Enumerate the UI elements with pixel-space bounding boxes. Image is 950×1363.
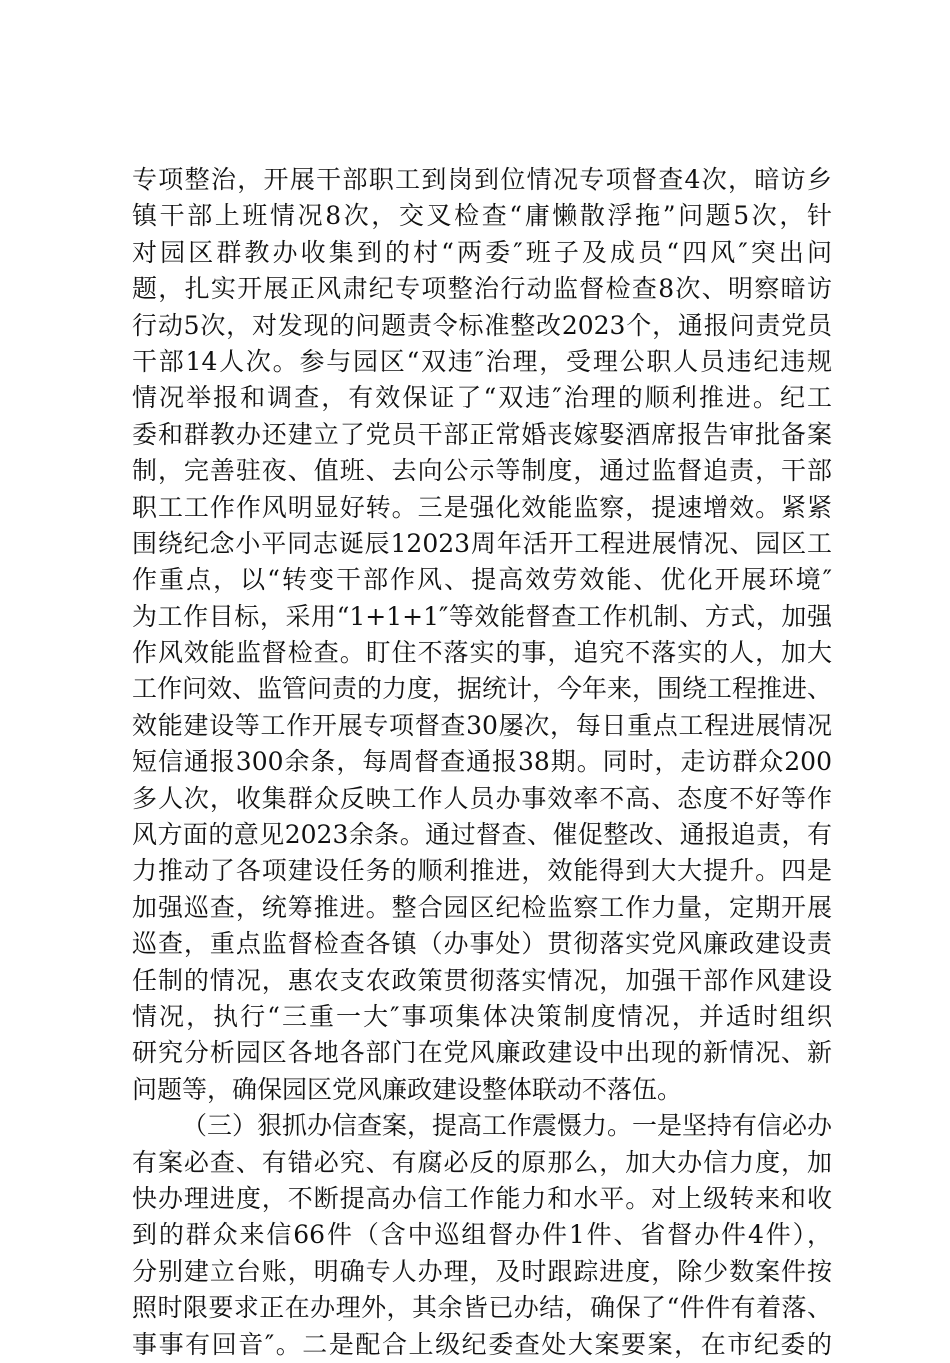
text-line: 职工工作作风明显好转。三是强化效能监察，提速增效。紧紧 [132, 492, 832, 522]
text-line: 力推动了各项建设任务的顺利推进，效能得到大大提升。四是 [132, 856, 832, 886]
body-text [132, 162, 832, 1363]
text-line: 风方面的意见2023余条。通过督查、催促整改、通报追责，有 [132, 820, 832, 850]
text-line: （三）狠抓办信查案，提高工作震慑力。一是坚持有信必办 [182, 1111, 833, 1141]
text-line: 对园区群教办收集到的村“两委″班子及成员“四风″突出问 [132, 237, 832, 267]
text-line: 情况举报和调查，有效保证了“双违″治理的顺利推进。纪工 [132, 383, 832, 413]
text-line: 到的群众来信66件（含中巡组督办件1件、省督办件4件）， [132, 1220, 832, 1250]
text-line: 作重点，以“转变干部作风、提高效劳效能、优化开展环境″ [132, 565, 832, 595]
text-line: 工作问效、监管问责的力度，据统计，今年来，围绕工程推进、 [132, 674, 833, 704]
text-line: 照时限要求正在办理外，其余皆已办结，确保了“件件有着落、 [132, 1293, 832, 1323]
text-line: 短信通报300余条，每周督查通报38期。同时，走访群众200 [132, 747, 832, 777]
text-line: 围绕纪念小平同志诞辰12023周年活开工程进展情况、园区工 [132, 528, 832, 558]
text-line: 作风效能监督检查。盯住不落实的事，追究不落实的人，加大 [132, 638, 832, 668]
text-line: 专项整治，开展干部职工到岗到位情况专项督查4次，暗访乡 [132, 165, 832, 194]
text-line: 多人次，收集群众反映工作人员办事效率不高、态度不好等作 [132, 783, 832, 813]
text-line: 镇干部上班情况8次，交叉检查“庸懒散浮拖”问题5次，针 [132, 201, 832, 231]
text-line: 研究分析园区各地各部门在党风廉政建设中出现的新情况、新 [132, 1038, 832, 1068]
text-line: 行动5次，对发现的问题责令标准整改2023个，通报问责党员 [132, 310, 832, 340]
text-line: 问题等，确保园区党风廉政建设整体联动不落伍。 [132, 1074, 683, 1104]
text-line: 效能建设等工作开展专项督查30屡次，每日重点工程进展情况 [132, 710, 832, 740]
text-line: 巡查，重点监督检查各镇（办事处）贯彻落实党风廉政建设责 [132, 929, 832, 959]
text-line: 有案必查、有错必究、有腐必反的原那么，加大办信力度，加 [132, 1147, 832, 1177]
text-line: 加强巡查，统筹推进。整合园区纪检监察工作力量，定期开展 [132, 892, 832, 922]
text-line: 制，完善驻夜、值班、去向公示等制度，通过监督追责，干部 [132, 456, 832, 486]
text-line: 委和群教办还建立了党员干部正常婚丧嫁娶酒席报告审批备案 [132, 419, 832, 449]
text-line: 题，扎实开展正风肃纪专项整治行动监督检查8次、明察暗访 [132, 274, 832, 304]
text-line: 快办理进度，不断提高办信工作能力和水平。对上级转来和收 [132, 1183, 832, 1213]
text-line: 干部14人次。参与园区“双违″治理，受理公职人员违纪违规 [132, 346, 832, 376]
text-line: 情况，执行“三重一大″事项集体决策制度情况，并适时组织 [132, 1001, 832, 1031]
text-line: 分别建立台账，明确专人办理，及时跟踪进度，除少数案件按 [132, 1256, 832, 1286]
text-line: 为工作目标，采用“1+1+1″等效能督查工作机制、方式，加强 [132, 601, 832, 631]
text-line: 事事有回音″。二是配合上级纪委查处大案要案，在市纪委的 [132, 1329, 832, 1359]
text-line: 任制的情况，惠农支农政策贯彻落实情况，加强干部作风建设 [132, 965, 832, 995]
